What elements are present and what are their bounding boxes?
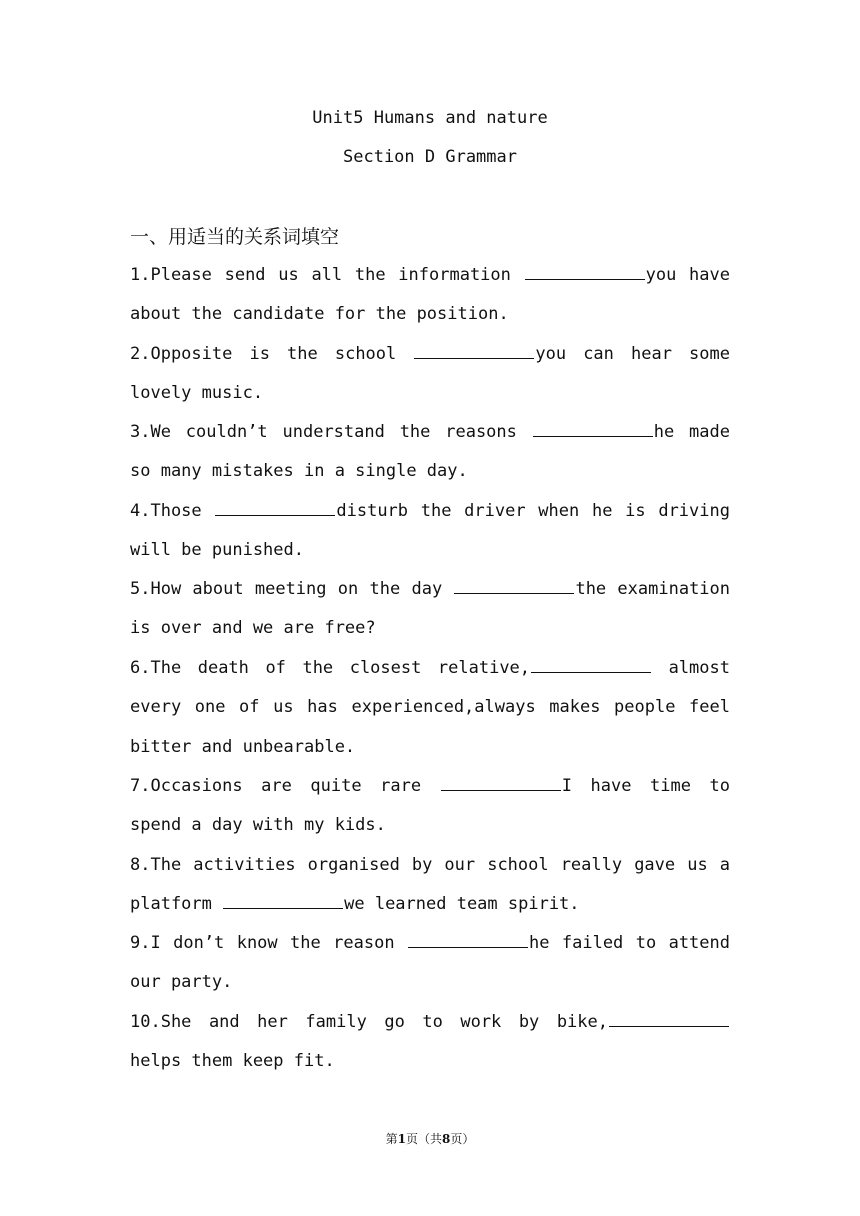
question-text-before: 10.She and her family go to work by bike, [130,1012,608,1032]
question-text-before: 8.The activities organised by our school really gave us a platform [130,855,730,915]
question-text-before: 4.Those [130,501,215,521]
question-text-before: 3.We couldn’t understand the reasons [130,422,532,442]
question-text-after: he failed to attend our party. [130,933,730,993]
question-8 [130,846,730,925]
question-text-after: we learned team spirit. [344,894,580,915]
question-text-before: 9.I don’t know the reason [130,933,407,953]
question-5 [130,570,730,649]
question-text-before: 6.The death of the closest relative, [130,658,531,678]
footer-page-number: 1 [397,1132,406,1146]
answer-blank [223,907,343,909]
answer-blank [441,789,561,791]
footer-middle: 页（共 [405,1132,442,1146]
answer-blank [533,435,653,437]
question-7 [130,767,730,846]
question-text-after: you can hear some lovely music. [130,344,730,404]
footer-prefix: 第 [385,1132,398,1146]
question-4 [130,492,730,571]
section-heading: 一、用适当的关系词填空 [130,226,340,248]
footer-suffix: 页） [450,1132,475,1146]
question-6 [130,649,730,767]
question-text-before: 2.Opposite is the school [130,344,414,364]
document-subtitle: Section D Grammar [343,147,517,167]
question-text-before: 1.Please send us all the information [130,265,524,285]
question-text-after: he made so many mistakes in a single day. [130,422,730,482]
question-text-after: I have time to spend a day with my kids. [130,776,731,836]
question-2 [130,335,730,414]
question-text-after: almost every one of us has experienced,always makes people feel bitter and unbearable. [130,658,730,757]
answer-blank [408,946,528,948]
question-1 [130,256,730,335]
question-9 [130,924,730,1003]
answer-blank [215,514,335,516]
question-text-before: 7.Occasions are quite rare [130,776,440,796]
question-text-before: 5.How about meeting on the day [130,579,454,599]
footer-page-total: 8 [442,1132,451,1146]
answer-blank [531,671,651,673]
question-3 [130,413,730,492]
question-text-after: disturb the driver when he is driving will be punished. [130,501,730,561]
question-10 [130,1003,730,1082]
answer-blank [525,278,645,280]
question-text-after: you have about the candidate for the position. [130,265,730,325]
document-title: Unit5 Humans and nature [312,108,548,128]
question-text-after: the examination is over and we are free? [130,579,731,639]
answer-blank [609,1025,729,1027]
page-footer [0,1130,860,1147]
answer-blank [454,592,574,594]
answer-blank [414,357,534,359]
question-text-after: helps them keep fit. [130,1051,335,1072]
